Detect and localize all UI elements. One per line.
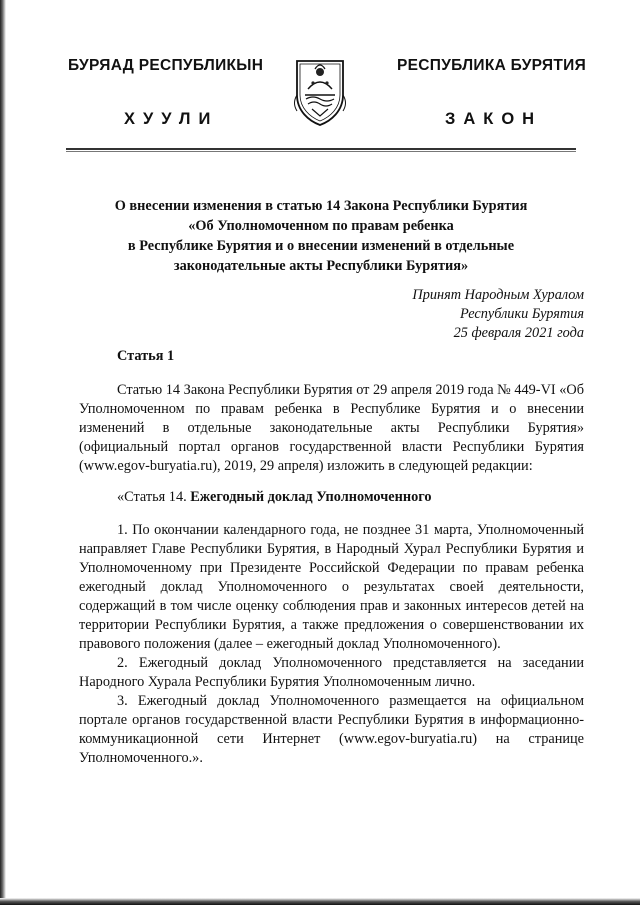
article-intro: [79, 381, 584, 476]
law-title: [60, 196, 582, 276]
statute-point-3: 3. Ежегодный доклад Уполномоченного размещается на официальном портале органов государственной власти Республики Бурятия в информационно-коммуникационной сети Интернет (www.egov-buryatia.ru) на странице Уполномоченного.».: [79, 693, 584, 766]
law-title-line: законодательные акты Республики Бурятия»: [173, 258, 469, 274]
law-title-line: в Республике Бурятия и о внесении изменений в отдельные: [127, 238, 515, 254]
header-buryat-law: ХУУЛИ: [124, 110, 219, 128]
article-heading: Статья 1: [117, 348, 175, 364]
adoption-date: 25 февраля 2021 года: [453, 325, 584, 341]
scan-edge-bottom: [0, 898, 640, 905]
statute-title: Ежегодный доклад Уполномоченного: [190, 489, 432, 505]
coat-of-arms-icon: [291, 55, 349, 127]
statute-points: [79, 521, 584, 768]
adoption-note: [300, 286, 584, 343]
statute-point-2: 2. Ежегодный доклад Уполномоченного представляется на заседании Народного Хурала Республики Бурятия Уполномоченным лично.: [79, 655, 584, 690]
statute-heading: [117, 489, 432, 506]
statute-point-1: 1. По окончании календарного года, не позднее 31 марта, Уполномоченный направляет Главе Республики Бурятия, в Народный Хурал Республики Бурятия и Уполномоченному при Президенте Российской Федерации по правам ребенка ежегодный доклад Уполномоченного о результатах своей деятельности, содержащий в том числе оценку соблюдения прав и законных интересов детей на территории Республики Бурятия, а также предложения о совершенствовании их правового положения (далее – ежегодный доклад Уполномоченного).: [79, 522, 584, 652]
header-divider: [66, 148, 576, 152]
statute-prefix: «Статья 14.: [117, 489, 191, 505]
adoption-line: Принят Народным Хуралом: [412, 287, 584, 303]
adoption-line: Республики Бурятия: [460, 306, 584, 322]
header-russian-republic: РЕСПУБЛИКА БУРЯТИЯ: [397, 57, 587, 74]
header-buryat-republic: БУРЯАД РЕСПУБЛИКЫН: [68, 57, 264, 74]
scan-edge-left: [0, 0, 6, 905]
law-title-line: «Об Уполномоченном по правам ребенка: [188, 218, 454, 234]
intro-paragraph: Статью 14 Закона Республики Бурятия от 29 апреля 2019 года № 449-VI «Об Уполномоченном по правам ребенка в Республике Бурятия и о внесении изменений в отдельные законодательные акты Республики Бурятия» (официальный портал органов государственной власти Республики Бурятия (www.egov-buryatia.ru), 2019, 29 апреля) изложить в следующей редакции:: [79, 382, 584, 474]
law-title-line: О внесении изменения в статью 14 Закона Республики Бурятия: [114, 198, 528, 214]
header-russian-law: ЗАКОН: [445, 110, 543, 128]
